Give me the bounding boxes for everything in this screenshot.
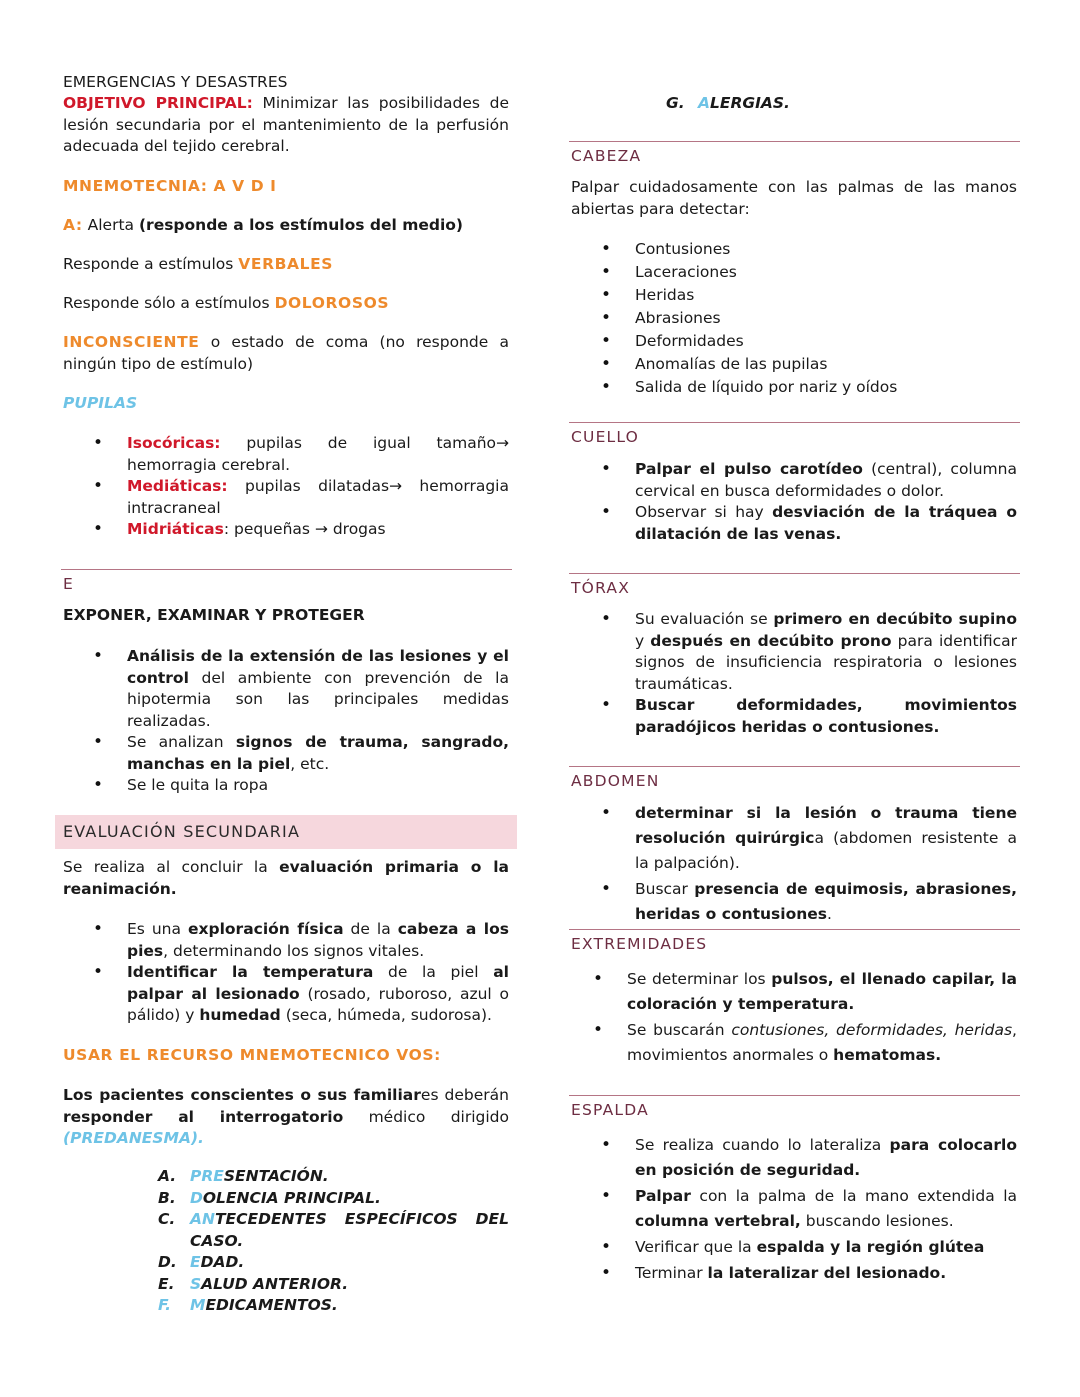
secondary-list: [63, 919, 509, 1027]
verbal-text: Responde a estímulos: [63, 255, 234, 273]
vos-bold: responder al interrogatorio: [63, 1107, 344, 1126]
list-item: • Palpar con la palma de la mano extendida la columna vertebral, buscando lesiones.: [571, 1184, 1017, 1234]
list-item: G. ALERGIAS.: [666, 94, 790, 112]
mnemonic-heading: MNEMOTECNIA: A V D I: [63, 177, 277, 195]
vos-bold: Los pacientes conscientes o sus familiar: [63, 1086, 421, 1104]
torax-heading: TÓRAX: [571, 579, 631, 597]
list-item: • Buscar deformidades, movimientos paradójicos heridas o contusiones.: [571, 695, 1017, 738]
unconscious-word: INCONSCIENTE: [63, 333, 200, 351]
pupil-text: : pequeñas → drogas: [223, 520, 386, 538]
list-item: • Laceraciones: [571, 261, 1017, 284]
list-item: [63, 433, 509, 476]
list-item: D. EDAD.: [158, 1253, 245, 1271]
item-bold: signos de trauma, sangrado, manchas en la piel: [127, 733, 509, 773]
section-divider: [61, 569, 512, 570]
section-e-subheading: EXPONER, EXAMINAR Y PROTEGER: [63, 606, 365, 624]
objective-label: OBJETIVO PRINCIPAL:: [63, 94, 253, 112]
alert-bold: (responde a los estímulos del medio): [138, 216, 464, 234]
objective-paragraph: [63, 93, 509, 158]
unconscious-line: [63, 332, 509, 375]
list-item: • Deformidades: [571, 330, 1017, 353]
section-e-list: [63, 646, 509, 797]
section-divider: [569, 141, 1020, 142]
item-text: , etc.: [290, 754, 330, 773]
section-divider: [569, 1095, 1020, 1096]
pupils-list: [63, 433, 509, 541]
unconscious-text: o estado de coma (no responde a ningún tipo de estímulo): [63, 333, 509, 373]
cuello-heading: CUELLO: [571, 428, 640, 446]
pain-word: DOLOROSOS: [274, 294, 390, 312]
list-item: • Anomalías de las pupilas: [571, 353, 1017, 376]
pain-text: Responde sólo a estímulos: [63, 294, 270, 312]
list-item: • Contusiones: [571, 238, 1017, 261]
section-divider: [569, 766, 1020, 767]
list-item: • Palpar el pulso carotídeo (central), columna cervical en busca deformidades o dolor.: [571, 459, 1017, 502]
list-item: [63, 732, 509, 775]
list-item: • Verificar que la espalda y la región glútea: [571, 1235, 1017, 1260]
list-item: • Es una exploración física de la cabeza a los pies, determinando los signos vitales.: [63, 919, 509, 962]
pupil-term: Isocóricas:: [127, 434, 221, 452]
item-text: Se analizan: [127, 733, 224, 751]
pupil-text: pupilas de igual tamaño→ hemorragia cerebral.: [127, 434, 509, 474]
list-item: A. PRESENTACIÓN.: [158, 1167, 329, 1185]
pain-line: [63, 293, 509, 315]
intro-bold: evaluación primaria o la reanimación.: [63, 858, 509, 898]
torax-list: [571, 609, 1017, 738]
list-item: • Buscar presencia de equimosis, abrasiones, heridas o contusiones.: [571, 877, 1017, 927]
pupil-term: Midriáticas: [127, 520, 224, 538]
espalda-list: [571, 1133, 1017, 1287]
predanesma-list: [158, 1166, 509, 1317]
list-item: [63, 646, 509, 732]
list-item: [63, 519, 509, 541]
verbal-line: [63, 254, 509, 276]
list-item: C. ANTECEDENTES ESPECÍFICOS DEL CASO.: [158, 1210, 509, 1250]
abdomen-heading: ABDOMEN: [571, 772, 660, 790]
item-bold: Análisis de la extensión de las lesiones y el control: [127, 647, 509, 687]
cabeza-intro: Palpar cuidadosamente con las palmas de las manos abiertas para detectar:: [571, 178, 1017, 218]
cabeza-list: [571, 238, 1017, 399]
list-item: • Se buscarán contusiones, deformidades, heridas, movimientos anormales o hematomas.: [563, 1018, 1017, 1068]
list-item: • Terminar la lateralizar del lesionado.: [571, 1261, 1017, 1286]
predanesma-list-continued: [666, 93, 966, 115]
secondary-intro: [63, 857, 509, 900]
list-item: • determinar si la lesión o trauma tiene resolución quirúrgica (abdomen resistente a la palpación).: [571, 801, 1017, 876]
list-item: • Se realiza cuando lo lateraliza para colocarlo en posición de seguridad.: [571, 1133, 1017, 1183]
cabeza-heading: CABEZA: [571, 147, 642, 165]
item-text: Se le quita la ropa: [127, 776, 269, 794]
vos-acronym: (PREDANESMA).: [63, 1129, 204, 1147]
section-divider: [569, 573, 1020, 574]
vos-text: médico dirigido: [368, 1107, 509, 1126]
vos-paragraph: [63, 1085, 509, 1150]
list-item: F. MEDICAMENTOS.: [158, 1296, 338, 1314]
alert-label: A:: [63, 216, 83, 234]
objective-text: Minimizar las posibilidades de lesión secundaria por el mantenimiento de la perfusión adecuada del tejido cerebral.: [63, 94, 509, 155]
list-item: E. SALUD ANTERIOR.: [158, 1274, 349, 1293]
espalda-heading: ESPALDA: [571, 1101, 649, 1119]
section-divider: [569, 929, 1020, 930]
list-item: • Heridas: [571, 284, 1017, 307]
item-text: del ambiente con prevención de la hipotermia son las principales medidas realizadas.: [127, 668, 509, 730]
pupil-text: pupilas dilatadas→ hemorragia intracraneal: [127, 477, 509, 517]
vos-heading: USAR EL RECURSO MNEMOTECNICO VOS:: [63, 1046, 441, 1064]
vos-text: es deberán: [420, 1086, 510, 1104]
pupil-term: Mediáticas:: [127, 477, 228, 495]
list-item: • Se determinar los pulsos, el llenado capilar, la coloración y temperatura.: [563, 967, 1017, 1017]
list-item: [63, 775, 509, 797]
cuello-list: [571, 459, 1017, 545]
intro-text: Se realiza al concluir la: [63, 858, 268, 876]
extremidades-list: [563, 967, 1017, 1069]
list-item: • Identificar la temperatura de la piel al palpar al lesionado (rosado, ruboroso, azul o pálido) y humedad (seca, húmeda, sudorosa).: [63, 962, 509, 1027]
list-item: • Observar si hay desviación de la tráquea o dilatación de las venas.: [571, 502, 1017, 545]
list-item: • Abrasiones: [571, 307, 1017, 330]
document-title: EMERGENCIAS Y DESASTRES: [63, 73, 288, 91]
section-divider: [569, 422, 1020, 423]
list-item: • Salida de líquido por nariz y oídos: [571, 376, 1017, 399]
pupils-heading: PUPILAS: [63, 394, 138, 412]
list-item: [63, 476, 509, 519]
verbal-word: VERBALES: [238, 255, 334, 273]
section-e-heading: E: [63, 575, 74, 593]
extremidades-heading: EXTREMIDADES: [571, 935, 708, 953]
alert-line: [63, 215, 509, 237]
alert-text: Alerta: [87, 216, 135, 234]
abdomen-list: [571, 801, 1017, 928]
list-item: B. DOLENCIA PRINCIPAL.: [158, 1188, 381, 1207]
secondary-heading: EVALUACIÓN SECUNDARIA: [63, 822, 301, 841]
list-item: • Su evaluación se primero en decúbito supino y después en decúbito prono para identificar signos de insuficiencia respiratoria o lesiones traumáticas.: [571, 609, 1017, 695]
